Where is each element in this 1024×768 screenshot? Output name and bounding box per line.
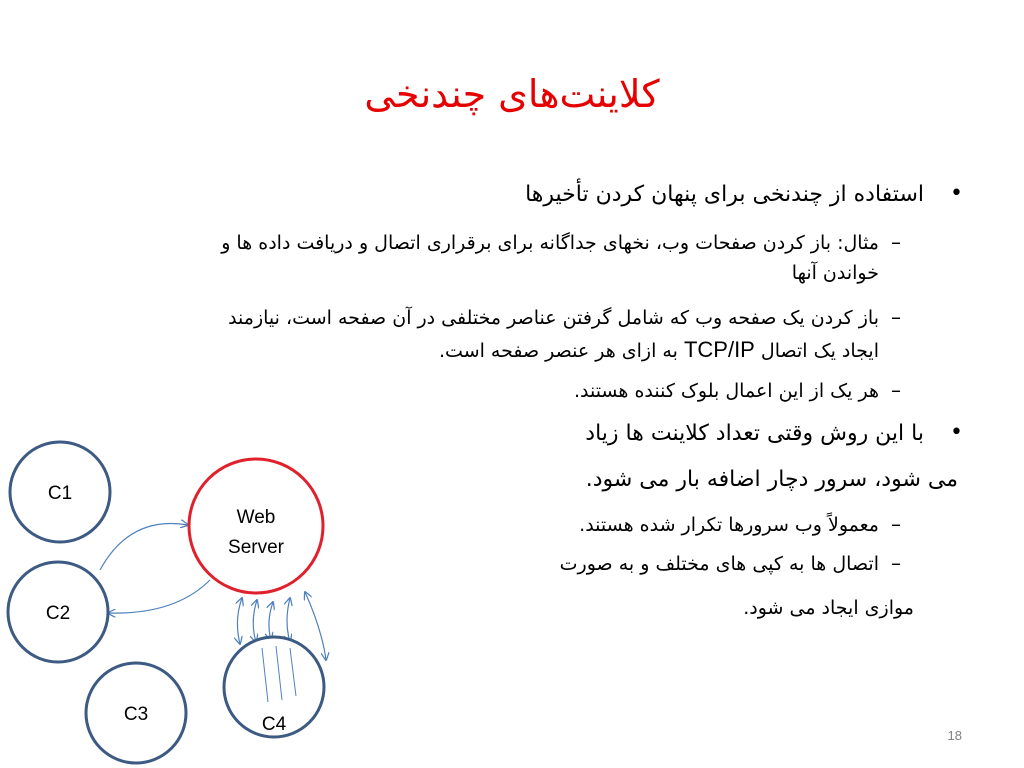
web-server-label-line2: Server (228, 537, 284, 558)
subbullet-example-line1: مثال: باز کردن صفحات وب، نخهای جداگانه برای برقراری اتصال و دریافت داده ها و (221, 232, 879, 254)
parallel-connection-arrow (269, 602, 273, 640)
arrow-c2-to-server (100, 523, 188, 570)
arrow-server-to-c2 (108, 580, 210, 613)
client-c1 (10, 442, 110, 542)
subbullet-parallel-line2: موازی ایجاد می شود. (743, 597, 914, 619)
client-c3 (86, 663, 186, 763)
bullet-marker: • (950, 181, 963, 206)
subbullet-replicated: معمولاً وب سرورها تکرار شده هستند. (579, 514, 879, 536)
dash-marker: – (891, 378, 901, 402)
client-c2 (8, 562, 108, 662)
text-per-element: به ازای هر عنصر صفحه است. (439, 340, 678, 362)
slide-title: کلاینت‌های چندنخی (364, 72, 660, 116)
tcpip-term: TCP/IP (683, 337, 755, 362)
subbullet-webpage-line1: باز کردن یک صفحه وب که شامل گرفتن عناصر مختلفی در آن صفحه است، نیازمند (228, 307, 879, 329)
page-number: 18 (947, 728, 962, 743)
web-server-label-line1: Web (236, 507, 276, 528)
parallel-connection-arrow (237, 598, 242, 644)
bullet-text-latency: استفاده از چندنخی برای پنهان کردن تأخیرها (525, 182, 924, 207)
subbullet-parallel-line1: اتصال ها به کپی های مختلف و به صورت (559, 553, 879, 575)
client-c4 (224, 637, 324, 737)
text-create-connection: ایجاد یک اتصال (760, 340, 879, 362)
client-c1-label: C1 (47, 483, 73, 504)
bullet-text-clients-increase: با این روش وقتی تعداد کلاینت ها زیاد (585, 421, 924, 446)
dash-marker: – (891, 551, 901, 575)
bullet-marker: • (950, 420, 963, 445)
client-c2-label: C2 (45, 603, 71, 624)
subbullet-webpage-line2 (439, 337, 879, 363)
parallel-connection-arrow (287, 598, 290, 642)
dash-marker: – (891, 305, 901, 329)
bullet-text-server-overload: می شود، سرور دچار اضافه بار می شود. (585, 467, 958, 492)
dash-marker: – (891, 512, 901, 536)
client-c4-label: C4 (261, 714, 287, 735)
client-server-diagram (0, 430, 400, 768)
subbullet-blocking: هر یک از این اعمال بلوک کننده هستند. (573, 380, 879, 402)
client-c3-label: C3 (123, 704, 149, 725)
dash-marker: – (891, 230, 901, 254)
subbullet-example-line2: خواندن آنها (791, 262, 879, 284)
web-server-node (189, 459, 323, 593)
parallel-connection-arrow (253, 600, 257, 642)
